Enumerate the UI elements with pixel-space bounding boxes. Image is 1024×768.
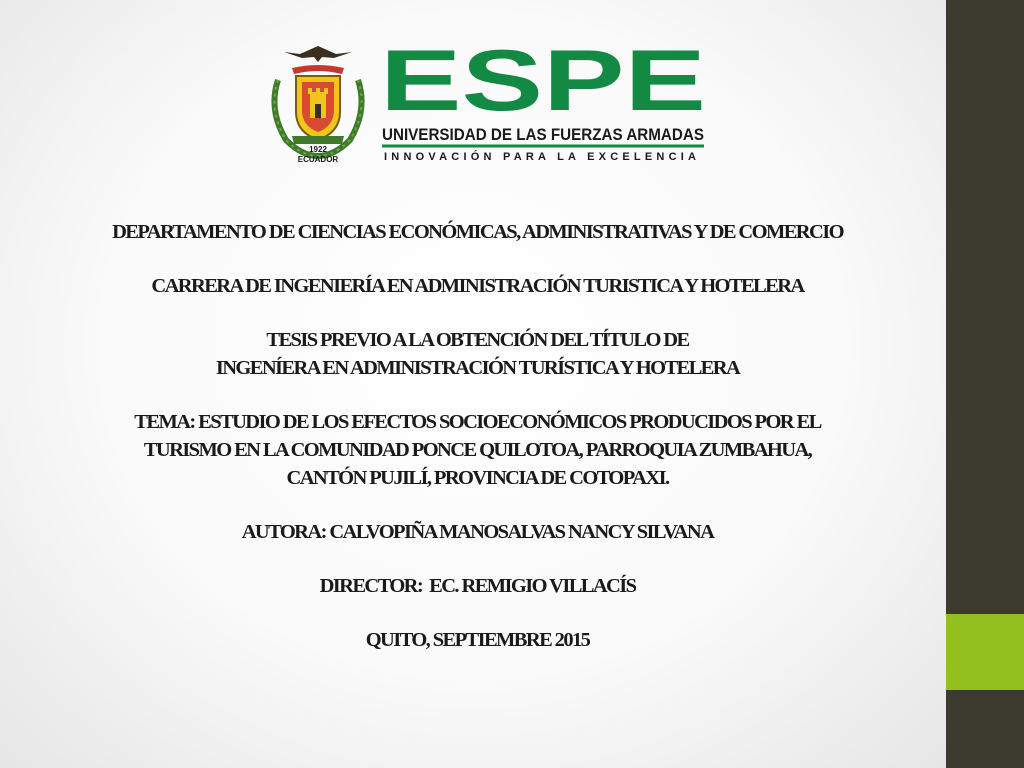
logo-acronym: ESPE: [380, 36, 706, 129]
topic-block: [30, 408, 925, 492]
thesis-block: [30, 326, 925, 382]
director-block: [30, 572, 925, 600]
title-content: [30, 218, 925, 680]
side-accent-block: [946, 614, 1024, 690]
topic-line-3: CANTÓN PUJILÍ, PROVINCIA DE COTOPAXI.: [286, 467, 669, 489]
svg-text:ECUADOR: ECUADOR: [297, 155, 339, 164]
author-text: AUTORA: CALVOPIÑA MANOSALVAS NANCY SILVANA: [241, 521, 714, 543]
thesis-line-1: TESIS PREVIO A LA OBTENCIÓN DEL TÍTULO DE: [266, 329, 689, 351]
university-seal-logo: [262, 40, 374, 164]
logo-university-name: UNIVERSIDAD DE LAS FUERZAS ARMADAS: [382, 125, 704, 144]
topic-line-1: TEMA: ESTUDIO DE LOS EFECTOS SOCIOECONÓMICOS PRODUCIDOS POR EL: [134, 411, 821, 433]
topic-line-2: TURISMO EN LA COMUNIDAD PONCE QUILOTOA, PARROQUIA ZUMBAHUA,: [143, 439, 812, 461]
director-text: DIRECTOR: EC. REMIGIO VILLACÍS: [319, 575, 636, 597]
career-text: CARRERA DE INGENIERÍA EN ADMINISTRACIÓN TURISTICA Y HOTELERA: [151, 275, 804, 297]
department-block: [30, 218, 925, 246]
place-date-block: [30, 626, 925, 654]
place-date-text: QUITO, SEPTIEMBRE 2015: [365, 629, 590, 651]
author-block: [30, 518, 925, 546]
thesis-line-2: INGENÍERA EN ADMINISTRACIÓN TURÍSTICA Y HOTELERA: [215, 357, 740, 379]
svg-text:1922: 1922: [309, 145, 327, 154]
career-block: [30, 272, 925, 300]
logo-slogan: INNOVACIÓN PARA LA EXCELENCIA: [384, 151, 702, 163]
espe-wordmark-logo: [378, 36, 708, 164]
department-text: DEPARTAMENTO DE CIENCIAS ECONÓMICAS, ADMINISTRATIVAS Y DE COMERCIO: [112, 221, 843, 243]
